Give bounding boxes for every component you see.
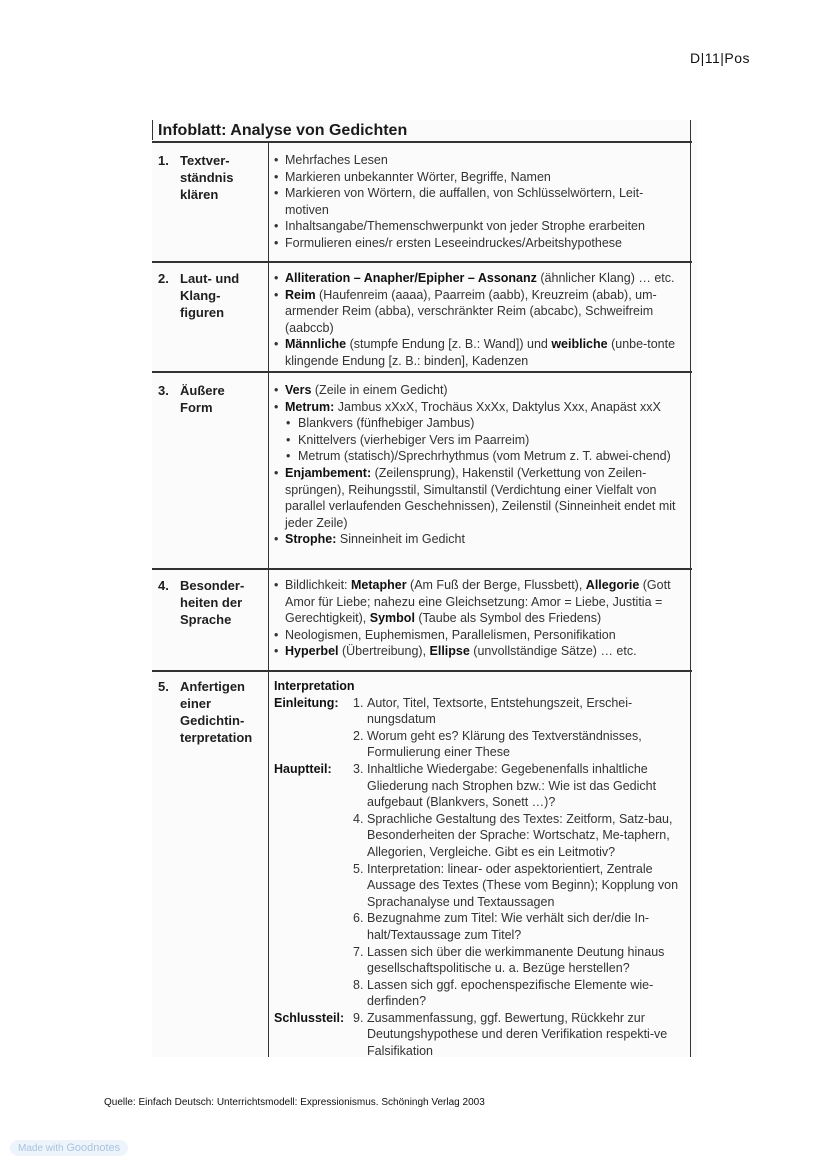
section-5-body	[274, 678, 686, 1060]
section-3-body	[274, 382, 686, 548]
text: (Übertreibung),	[338, 644, 430, 659]
item-number: 6.	[353, 911, 364, 926]
text: (unbe-tonte klingende Endung [z. B.: binden], Kadenzen	[285, 337, 676, 368]
item-number: 2.	[353, 728, 364, 743]
item-text: Zusammenfassung, ggf. Bewertung, Rückkehr zur Deutungshypothese und deren Verifikation respekti-ve Falsifikation	[367, 1010, 668, 1059]
label-line: Besonder-	[180, 578, 245, 593]
term: Vers	[285, 383, 312, 397]
info-sheet	[152, 120, 697, 1057]
text: Sinneinheit im Gedicht	[336, 532, 465, 547]
rule-1	[152, 261, 692, 263]
label-line: Äußere	[180, 383, 225, 398]
term: Enjambement:	[285, 465, 372, 480]
section-number: 4.	[158, 578, 169, 593]
term: Hyperbel	[285, 644, 339, 659]
page-reference: D|11|Pos	[689, 50, 750, 66]
watermark-brand: Goodnotes	[66, 1142, 121, 1154]
section-number: 1.	[158, 153, 169, 168]
sub-list-item: • Metrum (statisch)/Sprechrhythmus (vom Metrum z. T. abwei-chend)	[274, 448, 686, 465]
label-line: Textver-	[180, 153, 230, 168]
item-text: Worum geht es? Klärung des Textverständnisses, Formulierung einer These	[367, 728, 642, 760]
interp-item-4	[274, 811, 686, 861]
term: Ellipse	[429, 644, 470, 659]
item-number: 7.	[353, 944, 364, 959]
item-text: Lassen sich ggf. epochenspezifische Elemente wie-derfinden?	[367, 977, 654, 1009]
text: (stumpfe Endung [z. B.: Wand]) und	[346, 337, 552, 352]
label-line: heiten der	[180, 595, 243, 610]
label-line: ständnis	[180, 170, 234, 185]
einleitung-label: Einleitung:	[274, 695, 339, 710]
list-item	[274, 531, 686, 548]
section-number: 2.	[158, 271, 169, 286]
interp-item-9	[274, 1010, 686, 1060]
item-number: 9.	[353, 1010, 364, 1025]
interp-item-7	[274, 944, 686, 977]
label-line: terpretation	[180, 730, 253, 745]
interp-item-3	[274, 761, 686, 811]
list-item: • Markieren von Wörtern, die auffallen, von Schlüsselwörtern, Leit-motiven	[274, 185, 686, 218]
label-line: Anfertigen	[180, 679, 245, 694]
text: Bildlichkeit:	[285, 578, 351, 592]
rule-4	[152, 670, 692, 672]
interp-item-5	[274, 861, 686, 911]
item-number: 8.	[353, 977, 364, 992]
section-number: 3.	[158, 383, 169, 398]
term: weibliche	[551, 337, 608, 352]
sheet-title: Infoblatt: Analyse von Gedichten	[158, 122, 408, 139]
label-line: figuren	[180, 305, 225, 320]
list-item: • Markieren unbekannter Wörter, Begriffe, Namen	[274, 169, 686, 186]
schlussteil-label: Schlussteil:	[274, 1010, 345, 1025]
list-item: • Inhaltsangabe/Themenschwerpunkt von jeder Strophe erarbeiten	[274, 218, 686, 235]
term: Metapher	[351, 578, 407, 592]
list-item: • Mehrfaches Lesen	[274, 152, 686, 169]
interp-item-2	[274, 728, 686, 761]
list-item	[274, 270, 686, 287]
source-citation: Quelle: Einfach Deutsch: Unterrichtsmodell: Expressionismus. Schöningh Verlag 2003	[104, 1097, 485, 1108]
interp-item-6	[274, 910, 686, 943]
watermark-small: Made with	[18, 1143, 64, 1154]
term: Metrum:	[285, 399, 335, 414]
rule-title	[152, 141, 692, 143]
text: (ähnlicher Klang) … etc.	[536, 271, 675, 285]
text: (Am Fuß der Berge, Flussbett),	[406, 578, 586, 592]
term: Strophe:	[285, 532, 337, 547]
rule-3	[152, 568, 692, 570]
label-line: Sprache	[180, 612, 232, 627]
label-line: Form	[180, 400, 213, 415]
item-number: 4.	[353, 811, 364, 826]
text: (Gott Amor für Liebe; nahezu eine Gleichsetzung: Amor = Liebe, Justitia = Gerechtigkeit),	[285, 578, 671, 626]
text: (unvollständige Sätze) … etc.	[469, 644, 637, 659]
goodnotes-watermark	[10, 1140, 128, 1156]
interpretation-heading: Interpretation	[274, 679, 355, 693]
item-number: 3.	[353, 761, 364, 776]
term: Alliteration – Anapher/Epipher – Assonanz	[285, 271, 537, 285]
list-item	[274, 382, 686, 399]
text: Jambus xXxX, Trochäus XxXx, Daktylus Xxx, Anapäst xxX	[334, 399, 661, 414]
term: Männliche	[285, 337, 347, 352]
item-text: Inhaltliche Wiedergabe: Gegebenenfalls inhaltliche Gliederung nach Strophen bzw.: Wie ist das Gedicht aufgebaut (Blankvers, Sonett …)?	[367, 761, 657, 810]
sub-list-item: • Knittelvers (vierhebiger Vers im Paarreim)	[274, 432, 686, 449]
label-line: Gedichtin-	[180, 713, 245, 728]
section-4-body	[274, 577, 686, 660]
section-1-body	[274, 152, 686, 252]
text: (Zeilensprung), Hakenstil (Verkettung von Zeilen-sprüngen), Reihungsstil, Simultanstil (Verdichtung einer Vielfalt von parallel verlaufenden Geschehnissen), Zeilenstil (Sinneinheit endet mit jeder Zeile)	[285, 465, 676, 530]
item-text: Autor, Titel, Textsorte, Entstehungszeit, Erschei-nungsdatum	[367, 695, 633, 727]
item-text: Sprachliche Gestaltung des Textes: Zeitform, Satz-bau, Besonderheiten der Sprache: Wortschatz, Me-taphern, Allegorien, Vergleiche. Gibt es ein Leitmotiv?	[367, 811, 673, 859]
item-number: 5.	[353, 861, 364, 876]
section-number: 5.	[158, 679, 169, 694]
term: Symbol	[369, 611, 415, 626]
item-text: Lassen sich über die werkimmanente Deutung hinaus gesellschaftspolitische u. a. Bezüge herstellen?	[367, 944, 665, 976]
term: Reim	[285, 287, 316, 302]
list-item: • Formulieren eines/r ersten Leseeindruckes/Arbeitshypothese	[274, 235, 686, 252]
hauptteil-label: Hauptteil:	[274, 761, 332, 776]
item-text: Bezugnahme zum Titel: Wie verhält sich der/die In-halt/Textaussage zum Titel?	[367, 911, 650, 942]
sub-list-item: • Blankvers (fünfhebiger Jambus)	[274, 415, 686, 432]
section-2-body	[274, 270, 686, 370]
list-item	[274, 287, 686, 337]
list-item	[274, 643, 686, 660]
text: (Haufenreim (aaaa), Paarreim (aabb), Kreuzreim (abab), um-armender Reim (abba), verschränkter Reim (abcabc), Schweifreim (aabccb)	[285, 287, 657, 335]
list-item	[274, 399, 686, 416]
label-line: Klang-	[180, 288, 221, 303]
term: Allegorie	[585, 578, 640, 592]
list-item	[274, 577, 686, 627]
label-line: klären	[180, 187, 219, 202]
list-item	[274, 336, 686, 369]
label-line: einer	[180, 696, 212, 711]
item-text: Interpretation: linear- oder aspektorientiert, Zentrale Aussage des Textes (These vom Beginn); Kopplung von Sprachanalyse und Textaussagen	[367, 861, 679, 909]
interp-item-1	[274, 695, 686, 728]
list-item	[274, 465, 686, 531]
text: (Zeile in einem Gedicht)	[311, 383, 448, 397]
rule-2	[152, 371, 692, 373]
list-item: • Neologismen, Euphemismen, Parallelismen, Personifikation	[274, 627, 686, 644]
label-line: Laut- und	[180, 271, 240, 286]
frame-left-line	[152, 120, 153, 140]
text: (Taube als Symbol des Friedens)	[414, 611, 602, 626]
interp-item-8	[274, 977, 686, 1010]
item-number: 1.	[353, 695, 364, 710]
